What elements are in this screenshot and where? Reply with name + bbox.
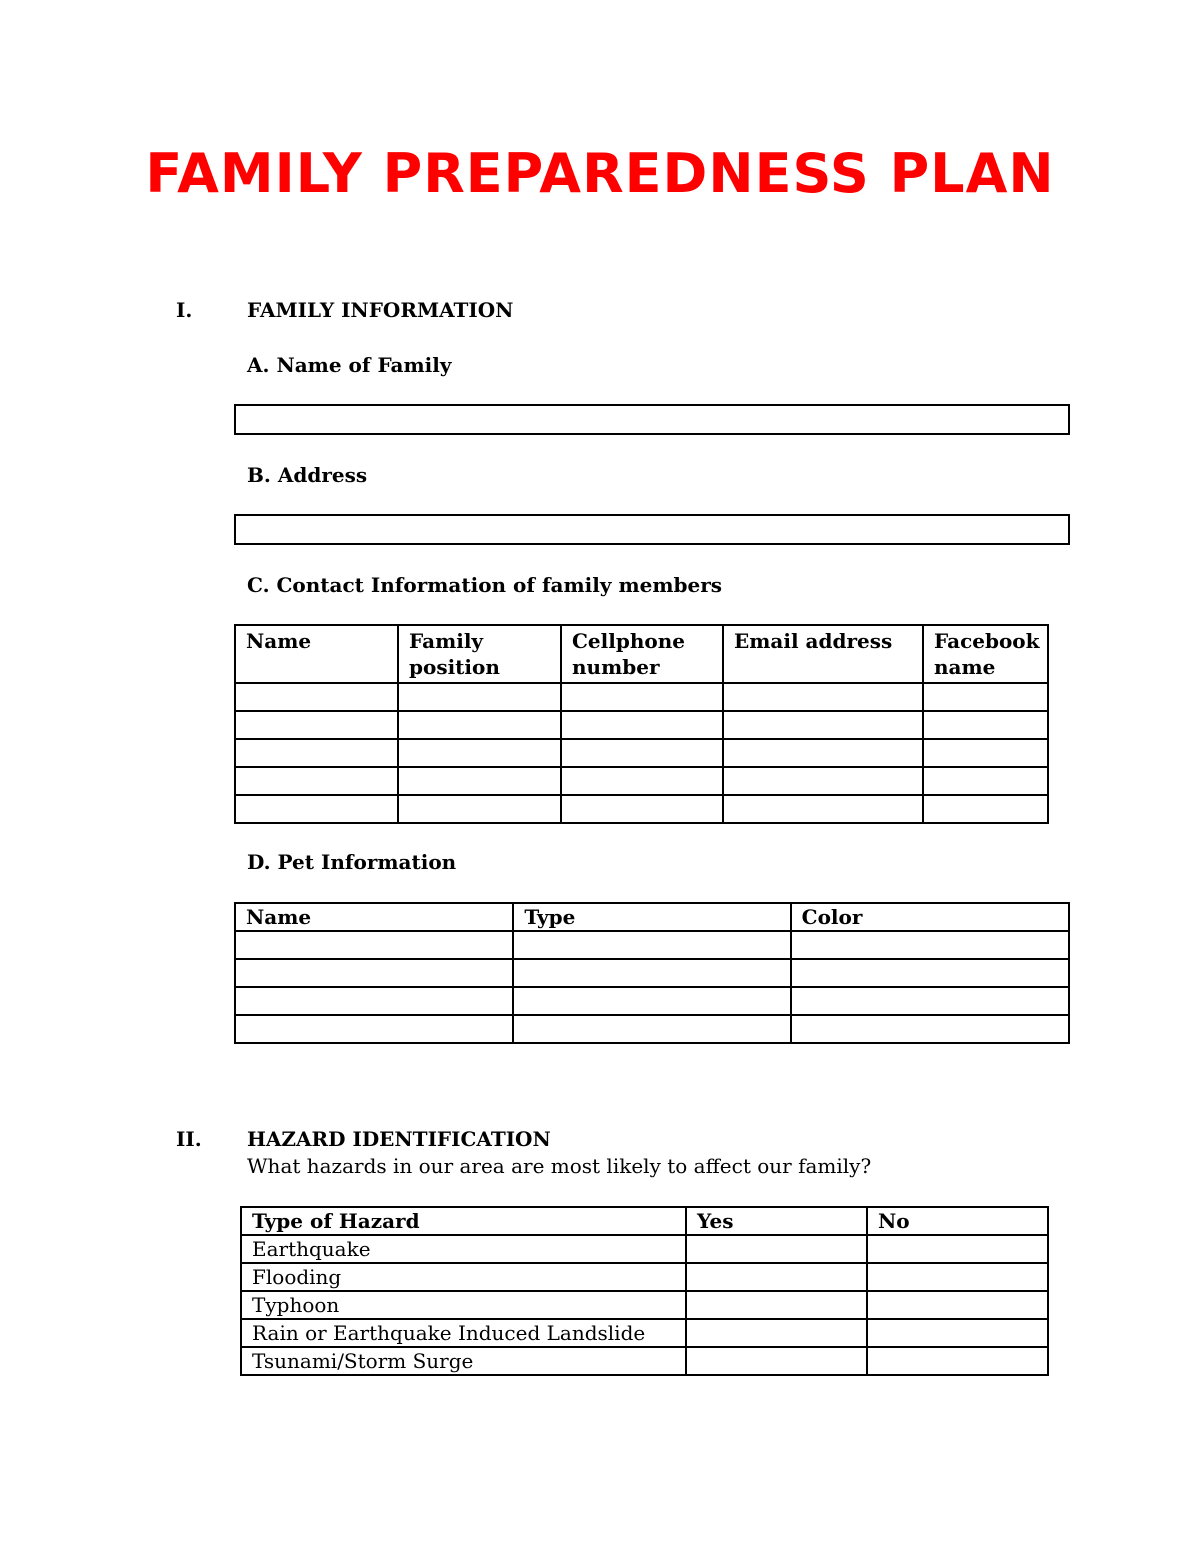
table-row	[235, 959, 1069, 987]
pet-header-cell: Name	[235, 903, 513, 931]
hazard-no-cell[interactable]	[867, 1291, 1048, 1319]
table-row	[241, 1263, 1048, 1291]
family-name-field[interactable]	[234, 404, 1070, 435]
table-cell[interactable]	[923, 739, 1048, 767]
table-cell[interactable]	[791, 931, 1069, 959]
table-cell[interactable]	[398, 795, 561, 823]
hazard-type-cell: Typhoon	[241, 1291, 686, 1319]
table-cell[interactable]	[561, 739, 723, 767]
contact-header-cell: Email address	[723, 625, 923, 683]
table-cell[interactable]	[513, 1015, 790, 1043]
table-header-row	[235, 625, 1048, 683]
table-cell[interactable]	[235, 767, 398, 795]
hazard-yes-cell[interactable]	[686, 1319, 867, 1347]
table-row	[235, 739, 1048, 767]
contact-info-label: C. Contact Information of family members	[247, 573, 723, 597]
table-row	[235, 767, 1048, 795]
hazard-type-cell: Flooding	[241, 1263, 686, 1291]
table-cell[interactable]	[398, 711, 561, 739]
family-name-label: A. Name of Family	[247, 353, 452, 377]
table-cell[interactable]	[923, 711, 1048, 739]
document-title: FAMILY PREPAREDNESS PLAN	[145, 142, 1055, 205]
table-cell[interactable]	[723, 711, 923, 739]
table-cell[interactable]	[235, 739, 398, 767]
table-cell[interactable]	[235, 959, 513, 987]
table-cell[interactable]	[513, 987, 790, 1015]
address-label: B. Address	[247, 463, 368, 487]
hazard-type-cell: Rain or Earthquake Induced Landslide	[241, 1319, 686, 1347]
hazard-no-cell[interactable]	[867, 1319, 1048, 1347]
table-cell[interactable]	[235, 795, 398, 823]
table-cell[interactable]	[235, 683, 398, 711]
hazard-yes-cell[interactable]	[686, 1291, 867, 1319]
hazard-no-cell[interactable]	[867, 1347, 1048, 1375]
table-cell[interactable]	[791, 987, 1069, 1015]
table-cell[interactable]	[398, 739, 561, 767]
contact-header-cell: Name	[235, 625, 398, 683]
hazard-yes-cell[interactable]	[686, 1263, 867, 1291]
pet-table	[234, 902, 1070, 1044]
table-row	[235, 931, 1069, 959]
table-row	[235, 711, 1048, 739]
table-row	[241, 1347, 1048, 1375]
table-row	[235, 987, 1069, 1015]
table-cell[interactable]	[561, 711, 723, 739]
table-cell[interactable]	[923, 683, 1048, 711]
hazard-yes-cell[interactable]	[686, 1347, 867, 1375]
pet-header-cell: Type	[513, 903, 790, 931]
table-cell[interactable]	[561, 683, 723, 711]
table-cell[interactable]	[723, 739, 923, 767]
contact-header-cell: Family position	[398, 625, 561, 683]
table-row	[241, 1291, 1048, 1319]
table-cell[interactable]	[235, 1015, 513, 1043]
table-cell[interactable]	[398, 683, 561, 711]
table-row	[235, 795, 1048, 823]
table-cell[interactable]	[923, 767, 1048, 795]
section-1-heading: FAMILY INFORMATION	[247, 298, 514, 322]
table-cell[interactable]	[235, 931, 513, 959]
table-cell[interactable]	[513, 959, 790, 987]
contact-header-cell: Cellphone number	[561, 625, 723, 683]
table-cell[interactable]	[723, 767, 923, 795]
table-cell[interactable]	[235, 987, 513, 1015]
table-row	[235, 1015, 1069, 1043]
hazard-no-cell[interactable]	[867, 1235, 1048, 1263]
table-row	[235, 683, 1048, 711]
table-cell[interactable]	[561, 795, 723, 823]
hazard-no-cell[interactable]	[867, 1263, 1048, 1291]
hazard-yes-cell[interactable]	[686, 1235, 867, 1263]
table-cell[interactable]	[791, 959, 1069, 987]
pet-info-label: D. Pet Information	[247, 850, 457, 874]
address-field[interactable]	[234, 514, 1070, 545]
table-cell[interactable]	[723, 795, 923, 823]
table-cell[interactable]	[235, 711, 398, 739]
table-cell[interactable]	[923, 795, 1048, 823]
hazard-header-cell: Yes	[686, 1207, 867, 1235]
table-header-row	[235, 903, 1069, 931]
hazard-question: What hazards in our area are most likely to affect our family?	[247, 1154, 872, 1178]
hazard-table	[240, 1206, 1049, 1376]
section-2-heading: HAZARD IDENTIFICATION	[247, 1127, 551, 1151]
table-cell[interactable]	[561, 767, 723, 795]
table-cell[interactable]	[398, 767, 561, 795]
section-1-numeral: I.	[176, 298, 193, 322]
contact-header-cell: Facebook name	[923, 625, 1048, 683]
hazard-type-cell: Earthquake	[241, 1235, 686, 1263]
contact-table	[234, 624, 1049, 824]
pet-header-cell: Color	[791, 903, 1069, 931]
table-header-row	[241, 1207, 1048, 1235]
table-cell[interactable]	[723, 683, 923, 711]
section-2-numeral: II.	[176, 1127, 202, 1151]
hazard-header-cell: No	[867, 1207, 1048, 1235]
table-row	[241, 1319, 1048, 1347]
hazard-type-cell: Tsunami/Storm Surge	[241, 1347, 686, 1375]
table-cell[interactable]	[791, 1015, 1069, 1043]
table-row	[241, 1235, 1048, 1263]
hazard-header-cell: Type of Hazard	[241, 1207, 686, 1235]
table-cell[interactable]	[513, 931, 790, 959]
